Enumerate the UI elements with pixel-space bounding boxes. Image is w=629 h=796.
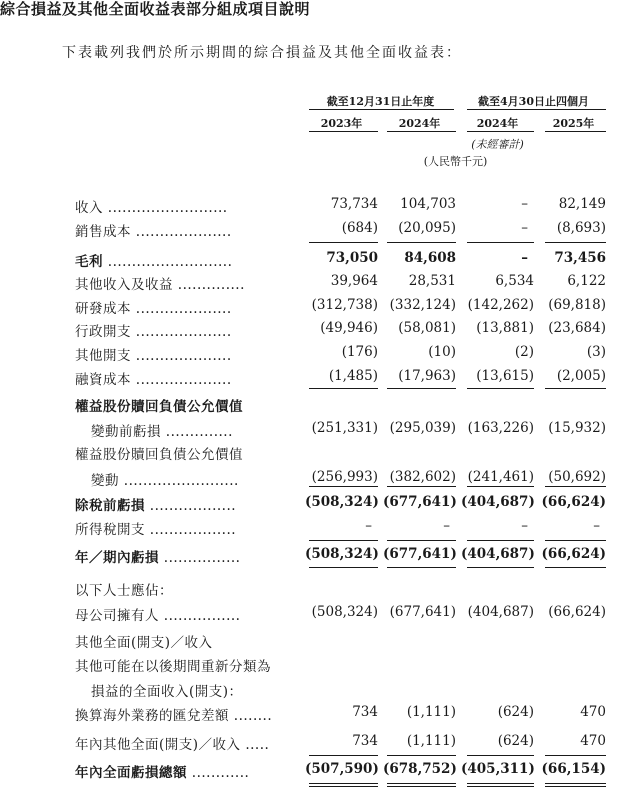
table-cell: (66,624) bbox=[541, 494, 606, 510]
table-cell: 84,608 bbox=[404, 250, 456, 266]
row-leader-dots: .................... bbox=[131, 224, 232, 240]
row-label bbox=[75, 250, 300, 270]
row-label-text: 損益的全面收入(開支)： bbox=[91, 684, 243, 700]
row-leader-dots: ..... bbox=[240, 737, 270, 753]
table-cell: (142,262) bbox=[467, 297, 534, 313]
table-cell: (624) bbox=[497, 704, 534, 720]
table-cell: (508,324) bbox=[305, 494, 379, 510]
rule-total-3 bbox=[467, 783, 534, 784]
table-cell: (13,881) bbox=[476, 320, 534, 336]
row-label bbox=[75, 320, 300, 340]
rule-total-2 bbox=[387, 783, 456, 784]
table-cell: (507,590) bbox=[305, 761, 379, 777]
table-cell: (508,324) bbox=[311, 604, 378, 620]
table-cell: 104,703 bbox=[400, 196, 456, 212]
table-cell: – bbox=[365, 518, 372, 534]
rule-total-1 bbox=[309, 783, 378, 784]
rule-total-double-2 bbox=[387, 786, 456, 787]
row-label bbox=[75, 733, 300, 753]
row-label-text: 其他開支 bbox=[75, 348, 131, 364]
table-cell: (66,624) bbox=[541, 546, 606, 562]
row-leader-dots: ................ bbox=[159, 608, 241, 624]
rule-cost-of-sales-1 bbox=[309, 242, 378, 243]
table-cell: (256,993) bbox=[311, 469, 378, 485]
row-label bbox=[75, 761, 300, 781]
rule-finance-cost-3 bbox=[467, 388, 534, 389]
table-cell: (684) bbox=[341, 220, 378, 236]
table-cell: – bbox=[521, 196, 528, 212]
table-cell: (241,461) bbox=[467, 469, 534, 485]
table-cell: (2,005) bbox=[556, 368, 606, 384]
rule-cost-of-sales-3 bbox=[467, 242, 534, 243]
table-cell: (2) bbox=[514, 344, 534, 360]
row-label bbox=[75, 220, 300, 240]
table-cell: (23,684) bbox=[548, 320, 606, 336]
rule-fair-value-4 bbox=[545, 486, 606, 487]
table-cell: 39,964 bbox=[330, 273, 378, 289]
currency-note: (人民幣千元) bbox=[423, 155, 488, 168]
table-cell: (69,818) bbox=[548, 297, 606, 313]
row-leader-dots: .................. bbox=[145, 522, 237, 538]
table-cell: 6,534 bbox=[495, 273, 534, 289]
rule-total-4 bbox=[545, 783, 606, 784]
row-label-text: 毛利 bbox=[75, 254, 103, 270]
rule-loss-4 bbox=[545, 567, 606, 568]
row-leader-dots: .............. bbox=[161, 424, 233, 440]
year-col-4: 2025年 bbox=[552, 117, 595, 130]
header-underline-4m bbox=[467, 109, 606, 110]
rule-cost-of-sales-2 bbox=[387, 242, 456, 243]
row-label-text: 權益股份贖回負債公允價值 bbox=[75, 447, 243, 463]
table-cell: (17,963) bbox=[398, 368, 456, 384]
rule-finance-cost-4 bbox=[545, 388, 606, 389]
row-label bbox=[91, 420, 300, 440]
rule-tax-1 bbox=[309, 540, 378, 541]
row-leader-dots: ........ bbox=[229, 708, 273, 724]
header-group-fy: 截至12月31日止年度 bbox=[326, 95, 435, 108]
row-leader-dots: ................ bbox=[159, 550, 241, 566]
table-cell: – bbox=[521, 518, 528, 534]
year-underline-3 bbox=[467, 131, 534, 132]
row-label-text: 年內其他全面(開支)／收入 bbox=[75, 737, 241, 753]
rule-tax-2 bbox=[387, 540, 456, 541]
rule-fair-value-3 bbox=[467, 486, 534, 487]
table-cell: (404,687) bbox=[461, 494, 535, 510]
rule-tax-4 bbox=[545, 540, 606, 541]
table-cell: 73,734 bbox=[330, 196, 378, 212]
table-cell: 6,122 bbox=[567, 273, 606, 289]
rule-finance-cost-1 bbox=[309, 388, 378, 389]
table-cell: 73,050 bbox=[326, 250, 378, 266]
table-cell: 28,531 bbox=[408, 273, 456, 289]
unaudited-note: (未經審計) bbox=[471, 138, 524, 151]
row-label-text: 年／期內虧損 bbox=[75, 550, 159, 566]
row-label-text: 融資成本 bbox=[75, 372, 131, 388]
table-cell: 470 bbox=[580, 733, 606, 749]
row-label bbox=[91, 469, 300, 489]
year-col-1: 2023年 bbox=[320, 117, 363, 130]
row-label-text: 銷售成本 bbox=[75, 224, 131, 240]
rule-loss-3 bbox=[467, 567, 534, 568]
year-col-3: 2024年 bbox=[476, 117, 519, 130]
rule-oci-2 bbox=[387, 755, 456, 756]
rule-total-double-3 bbox=[467, 786, 534, 787]
row-label-text: 其他可能在以後期間重新分類為 bbox=[75, 659, 271, 675]
row-leader-dots: ......................... bbox=[103, 200, 228, 216]
row-label bbox=[75, 297, 300, 317]
row-label bbox=[75, 443, 300, 463]
row-label-text: 年內全面虧損總額 bbox=[75, 765, 187, 781]
table-cell: – bbox=[593, 518, 600, 534]
table-cell: 470 bbox=[580, 704, 606, 720]
rule-oci-3 bbox=[467, 755, 534, 756]
row-label-text: 權益股份贖回負債公允價值 bbox=[75, 399, 243, 415]
row-label-text: 行政開支 bbox=[75, 324, 131, 340]
table-cell: (176) bbox=[341, 344, 378, 360]
table-cell: (66,624) bbox=[548, 604, 606, 620]
row-label bbox=[75, 344, 300, 364]
table-cell: (624) bbox=[497, 733, 534, 749]
row-label bbox=[75, 604, 300, 624]
rule-fair-value-2 bbox=[387, 486, 456, 487]
row-leader-dots: .............. bbox=[173, 277, 245, 293]
row-label bbox=[75, 273, 300, 293]
row-label-text: 以下人士應佔： bbox=[75, 583, 173, 599]
table-cell: (404,687) bbox=[461, 546, 535, 562]
row-label bbox=[75, 655, 300, 675]
table-cell: (13,615) bbox=[476, 368, 534, 384]
table-cell: (678,752) bbox=[383, 761, 457, 777]
table-cell: – bbox=[443, 518, 450, 534]
row-label bbox=[75, 518, 300, 538]
table-cell: (405,311) bbox=[461, 761, 535, 777]
table-cell: (15,932) bbox=[548, 420, 606, 436]
table-cell: – bbox=[521, 220, 528, 236]
table-cell: (382,602) bbox=[389, 469, 456, 485]
section-title: 綜合損益及其他全面收益表部分組成項目說明 bbox=[0, 0, 311, 18]
rule-total-double-1 bbox=[309, 786, 378, 787]
row-leader-dots: .................... bbox=[131, 301, 232, 317]
rule-cost-of-sales-4 bbox=[545, 242, 606, 243]
row-leader-dots: .................... bbox=[131, 372, 232, 388]
table-cell: (49,946) bbox=[320, 320, 378, 336]
table-cell: (1,485) bbox=[328, 368, 378, 384]
table-cell: (10) bbox=[428, 344, 456, 360]
table-cell: (1,111) bbox=[406, 704, 456, 720]
rule-fair-value-1 bbox=[309, 486, 378, 487]
rule-oci-1 bbox=[309, 755, 378, 756]
row-label bbox=[91, 680, 300, 700]
rule-oci-4 bbox=[545, 755, 606, 756]
table-cell: 734 bbox=[352, 704, 378, 720]
row-leader-dots: .......................... bbox=[103, 254, 233, 270]
rule-loss-2 bbox=[387, 567, 456, 568]
table-cell: (58,081) bbox=[398, 320, 456, 336]
table-cell: (508,324) bbox=[305, 546, 379, 562]
table-cell: (332,124) bbox=[389, 297, 456, 313]
table-cell: (677,641) bbox=[383, 494, 457, 510]
row-label-text: 研發成本 bbox=[75, 301, 131, 317]
row-leader-dots: ........................ bbox=[119, 473, 239, 489]
row-leader-dots: .................... bbox=[131, 348, 232, 364]
row-label-text: 母公司擁有人 bbox=[75, 608, 159, 624]
row-label bbox=[75, 631, 300, 651]
table-cell: (295,039) bbox=[389, 420, 456, 436]
table-cell: 82,149 bbox=[558, 196, 606, 212]
rule-total-double-4 bbox=[545, 786, 606, 787]
table-cell: (163,226) bbox=[467, 420, 534, 436]
intro-text: 下表載列我們於所示期間的綜合損益及其他全面收益表： bbox=[62, 45, 462, 61]
table-cell: (66,154) bbox=[541, 761, 606, 777]
table-cell: (677,641) bbox=[389, 604, 456, 620]
row-label bbox=[75, 494, 300, 514]
year-underline-2 bbox=[387, 131, 456, 132]
table-cell: (3) bbox=[586, 344, 606, 360]
table-cell: (1,111) bbox=[406, 733, 456, 749]
row-label-text: 所得稅開支 bbox=[75, 522, 145, 538]
row-leader-dots: .................... bbox=[131, 324, 232, 340]
row-label bbox=[75, 704, 300, 724]
row-label bbox=[75, 546, 300, 566]
table-cell: 734 bbox=[352, 733, 378, 749]
row-label-text: 除稅前虧損 bbox=[75, 498, 145, 514]
rule-loss-1 bbox=[309, 567, 378, 568]
table-cell: (8,693) bbox=[556, 220, 606, 236]
table-cell: (677,641) bbox=[383, 546, 457, 562]
table-cell: – bbox=[521, 250, 528, 266]
table-cell: (251,331) bbox=[311, 420, 378, 436]
table-cell: (404,687) bbox=[467, 604, 534, 620]
row-label-text: 其他收入及收益 bbox=[75, 277, 173, 293]
row-leader-dots: ............ bbox=[187, 765, 250, 781]
row-label bbox=[75, 196, 300, 216]
year-col-2: 2024年 bbox=[398, 117, 441, 130]
year-underline-4 bbox=[545, 131, 606, 132]
row-label-text: 變動前虧損 bbox=[91, 424, 161, 440]
row-label-text: 收入 bbox=[75, 200, 103, 216]
row-label bbox=[75, 579, 300, 599]
row-label bbox=[75, 395, 300, 415]
row-label-text: 變動 bbox=[91, 473, 119, 489]
table-cell: (20,095) bbox=[398, 220, 456, 236]
table-cell: (312,738) bbox=[311, 297, 378, 313]
row-label bbox=[75, 368, 300, 388]
table-cell: 73,456 bbox=[554, 250, 606, 266]
table-cell: (50,692) bbox=[548, 469, 606, 485]
header-group-4m: 截至4月30日止四個月 bbox=[478, 95, 589, 108]
row-label-text: 其他全面(開支)／收入 bbox=[75, 635, 213, 651]
header-underline-fy bbox=[309, 109, 454, 110]
year-underline-1 bbox=[309, 131, 378, 132]
rule-tax-3 bbox=[467, 540, 534, 541]
row-label-text: 換算海外業務的匯兌差額 bbox=[75, 708, 229, 724]
row-leader-dots: .................. bbox=[145, 498, 237, 514]
rule-finance-cost-2 bbox=[387, 388, 456, 389]
